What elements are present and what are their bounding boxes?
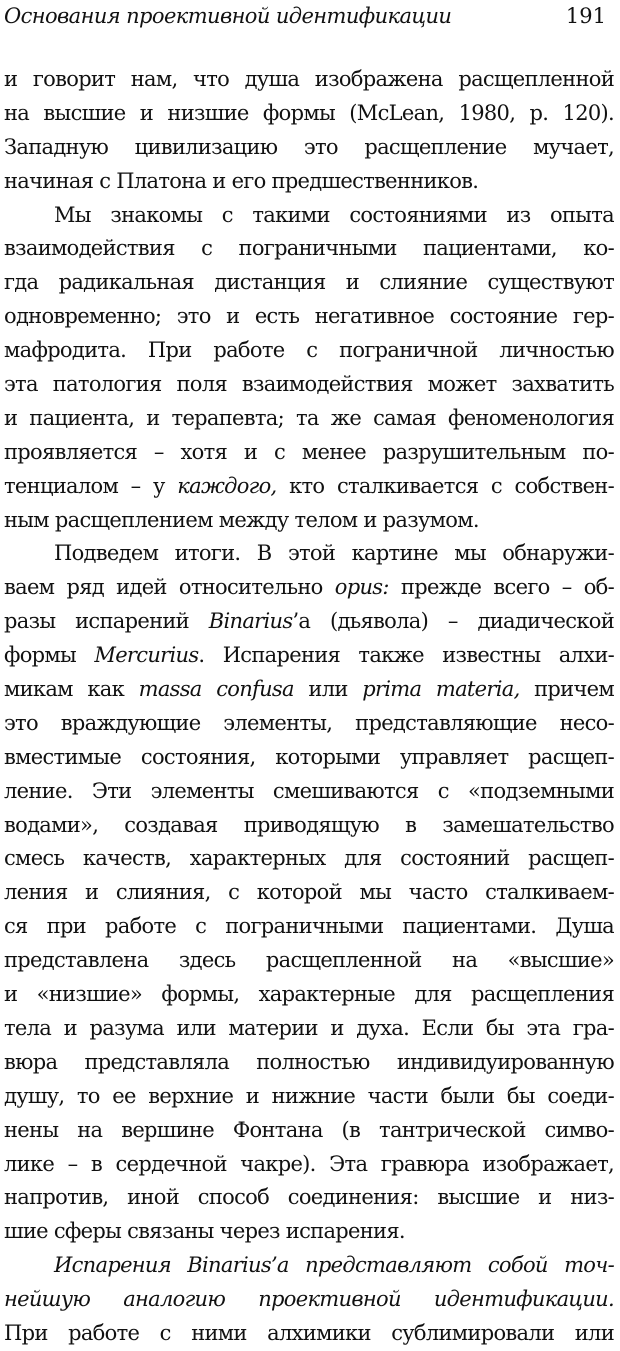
running-head: Основания проективной идентификации xyxy=(4,4,452,28)
text-line xyxy=(4,978,614,1012)
text-segment: водами», создавая приводящую в замешательство xyxy=(4,812,614,837)
text-line xyxy=(4,673,614,707)
text-line xyxy=(4,97,614,131)
text-segment: шие сферы связаны через испарения. xyxy=(4,1219,405,1244)
text-segment: взаимодействия с пограничными пациентами, ко- xyxy=(4,236,614,261)
text-line xyxy=(4,639,614,673)
text-segment: ’а (дьявола) – диадической xyxy=(292,609,614,634)
text-segment: душу, то ее верхние и нижние части были бы соеди- xyxy=(4,1083,614,1108)
text-segment: микам как xyxy=(4,677,139,702)
text-segment: лике – в сердечной чакре). Эта гравюра изображает, xyxy=(4,1151,614,1176)
text-line xyxy=(4,1215,614,1249)
italic-text-segment: opus: xyxy=(334,575,389,600)
text-line xyxy=(4,131,614,165)
text-line xyxy=(4,707,614,741)
text-segment: ваем ряд идей относительно xyxy=(4,575,335,600)
text-segment: кто сталкивается с собствен- xyxy=(276,473,614,498)
text-segment: представлена здесь расщепленной на «высшие» xyxy=(4,948,614,973)
text-line xyxy=(4,571,614,605)
italic-text-segment: Binarius xyxy=(208,609,293,634)
text-segment: ным расщеплением между телом и разумом. xyxy=(4,507,479,532)
text-segment: и пациента, и терапевта; та же самая феноменология xyxy=(4,405,614,430)
italic-text-segment: prima materia, xyxy=(362,677,520,702)
text-line xyxy=(4,199,614,233)
text-segment: и «низшие» формы, характерные для расщепления xyxy=(4,982,614,1007)
text-segment: или xyxy=(293,677,363,702)
text-line xyxy=(4,876,614,910)
text-segment: смесь качеств, характерных для состояний расщеп- xyxy=(4,846,614,871)
text-segment: Подведем итоги. В этой картине мы обнаружи- xyxy=(54,541,614,566)
italic-text-segment: massa confusa xyxy=(138,677,294,702)
text-line xyxy=(4,232,614,266)
text-line xyxy=(4,741,614,775)
text-line xyxy=(4,775,614,809)
text-segment: это враждующие элементы, представляющие несо- xyxy=(4,710,614,735)
text-segment: причем xyxy=(519,677,614,702)
text-segment: ся при работе с пограничными пациентами. Душа xyxy=(4,914,614,939)
text-segment: и говорит нам, что душа изображена расщепленной xyxy=(4,67,614,91)
text-segment: разы испарений xyxy=(4,609,209,634)
text-segment: При работе с ними алхимики сублимировали или xyxy=(4,1320,614,1345)
text-segment: ления и слияния, с которой мы часто сталкиваем- xyxy=(4,880,614,905)
text-segment: вместимые состояния, которыми управляет расщеп- xyxy=(4,744,614,769)
page-header xyxy=(0,0,620,40)
text-segment: напротив, иной способ соединения: высшие и низ- xyxy=(4,1185,614,1210)
text-segment: прежде всего – об- xyxy=(388,575,614,600)
text-line xyxy=(4,910,614,944)
page-number: 191 xyxy=(565,4,606,28)
body-text xyxy=(4,63,614,1351)
italic-text-segment: Испарения Binarius’a представляют собой точ- xyxy=(54,1253,614,1278)
text-segment: эта патология поля взаимодействия может захватить xyxy=(4,372,614,397)
text-line xyxy=(4,1283,614,1317)
text-line xyxy=(4,1114,614,1148)
text-segment: мафродита. При работе с пограничной личностью xyxy=(4,338,614,363)
text-line xyxy=(4,436,614,470)
text-segment: Западную цивилизацию это расщепление мучает, xyxy=(4,134,614,159)
text-segment: начиная с Платона и его предшественников. xyxy=(4,168,479,193)
text-segment: Мы знакомы с такими состояниями из опыта xyxy=(54,202,614,227)
text-segment: формы xyxy=(4,643,95,668)
text-line xyxy=(4,368,614,402)
text-line xyxy=(4,1080,614,1114)
text-segment: вюра представляла полностью индивидуированную xyxy=(4,1049,614,1074)
text-line xyxy=(4,165,614,199)
text-segment: гда радикальная дистанция и слияние существуют xyxy=(4,270,614,295)
text-line xyxy=(4,300,614,334)
text-segment: тела и разума или материи и духа. Если бы эта гра- xyxy=(4,1015,614,1040)
text-segment: тенциалом – у xyxy=(4,473,178,498)
text-segment: на высшие и низшие формы (McLean, 1980, p. 120). xyxy=(4,100,614,125)
italic-text-segment: нейшую аналогию проективной идентификации. xyxy=(4,1287,614,1312)
text-line xyxy=(4,842,614,876)
text-line xyxy=(4,1012,614,1046)
text-line xyxy=(4,504,614,538)
text-line xyxy=(4,1249,614,1283)
text-line xyxy=(4,1046,614,1080)
italic-text-segment: каждого, xyxy=(177,473,277,498)
text-segment: проявляется – хотя и с менее разрушительным по- xyxy=(4,439,614,464)
italic-text-segment: Mercurius xyxy=(94,643,199,668)
text-segment: одновременно; это и есть негативное состояние гер- xyxy=(4,304,614,329)
text-segment: ление. Эти элементы смешиваются с «подземными xyxy=(4,778,614,803)
text-line xyxy=(4,1148,614,1182)
text-line xyxy=(4,470,614,504)
text-line xyxy=(4,266,614,300)
text-line xyxy=(4,1181,614,1215)
text-line xyxy=(4,334,614,368)
text-line xyxy=(4,402,614,436)
text-segment: . Испарения также известны алхи- xyxy=(198,643,614,668)
text-segment: нены на вершине Фонтана (в тантрической симво- xyxy=(4,1117,614,1142)
text-line xyxy=(4,1317,614,1351)
text-line xyxy=(4,537,614,571)
text-line xyxy=(4,809,614,843)
text-line xyxy=(4,605,614,639)
text-line xyxy=(4,63,614,97)
text-line xyxy=(4,944,614,978)
